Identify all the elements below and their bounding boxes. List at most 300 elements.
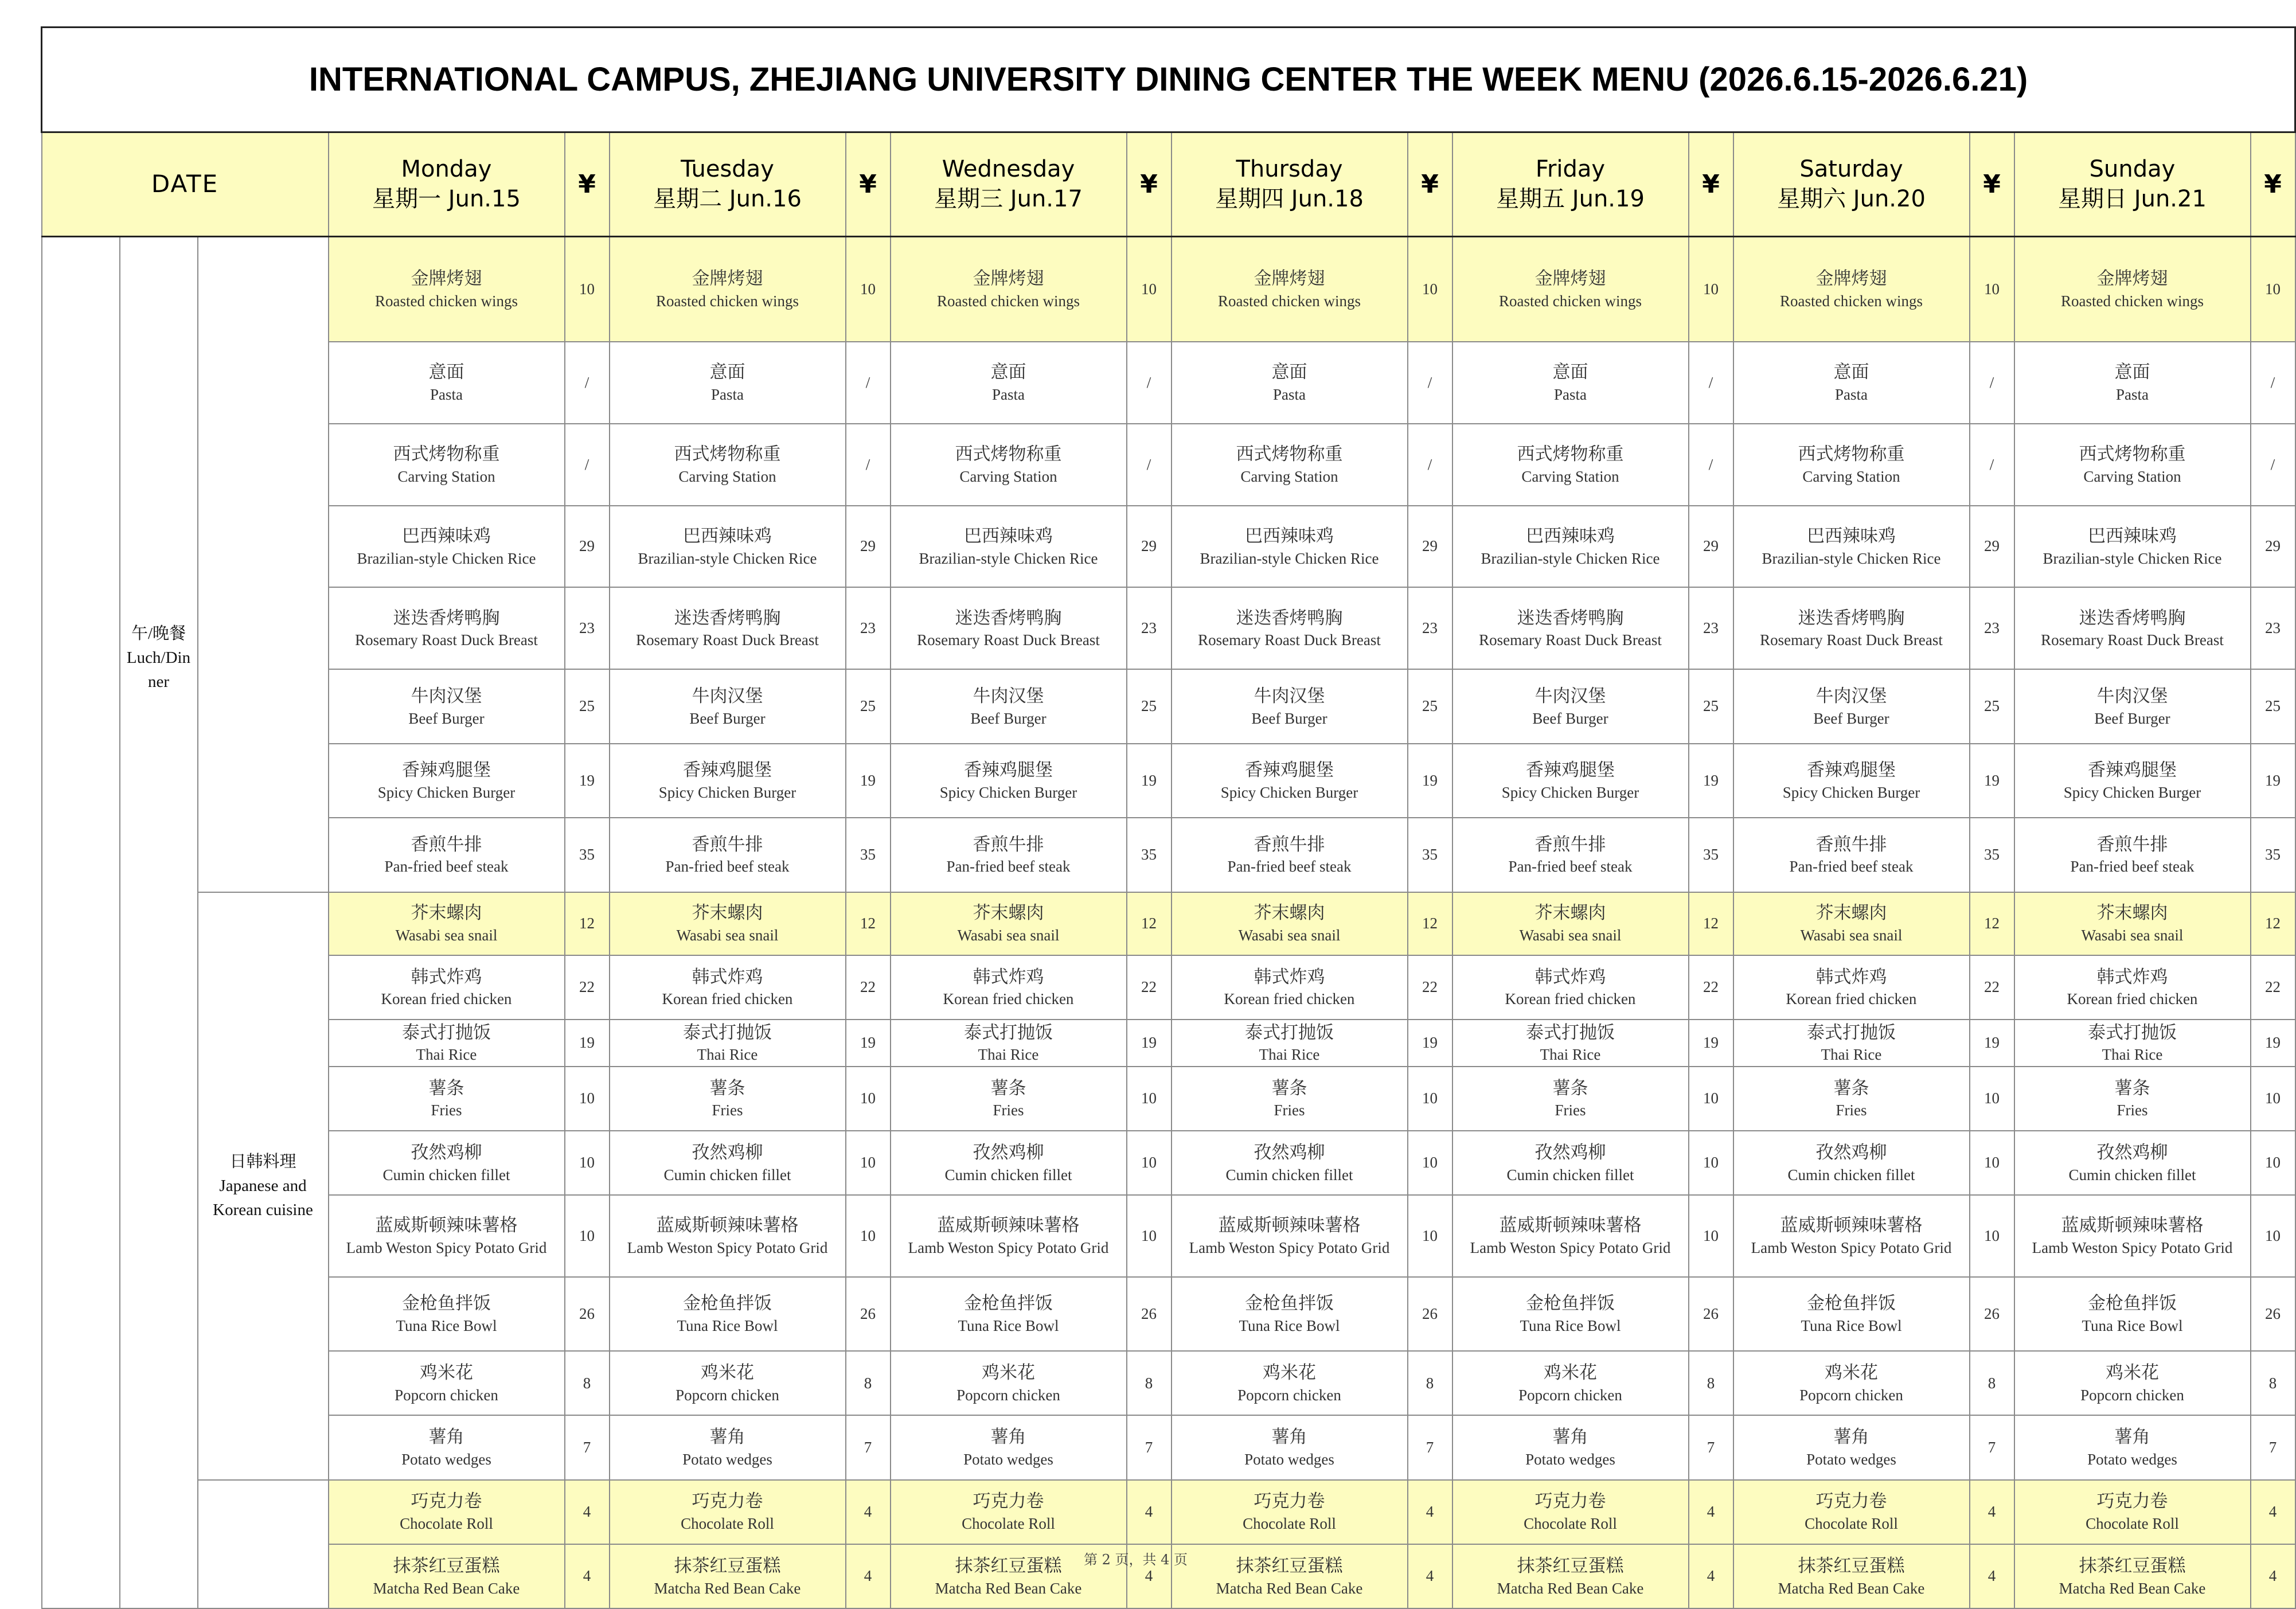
dish-cell: [1733, 342, 1970, 424]
price-cell: 7: [2251, 1415, 2295, 1479]
price-cell: 19: [846, 1020, 891, 1067]
dish-cell: [2014, 424, 2251, 506]
dish-cell: [891, 1351, 1127, 1415]
price-cell: 10: [846, 1131, 891, 1195]
price-cell: 26: [565, 1277, 610, 1351]
dish-cell: [1172, 237, 1408, 342]
price-cell: 19: [1970, 744, 2014, 818]
dish-name-zh: 牛肉汉堡: [1534, 685, 1606, 706]
price-cell: 19: [1689, 1020, 1733, 1067]
table-row: [42, 1277, 2295, 1351]
dish-name-zh: 金枪鱼拌饭: [1807, 1293, 1896, 1314]
table-row: [42, 1480, 2295, 1544]
price-cell: 19: [2251, 744, 2295, 818]
dish-name-en: Fries: [1836, 1102, 1867, 1119]
dish-name-zh: 韩式炸鸡: [1815, 966, 1887, 987]
dish-cell: [329, 1544, 565, 1608]
price-cell: 25: [846, 669, 891, 743]
price-cell: 4: [1970, 1544, 2014, 1608]
table-row: [42, 744, 2295, 818]
header-row: [42, 132, 2295, 237]
dish-cell: [1452, 1131, 1689, 1195]
dish-name-zh: 巴西辣味鸡: [2088, 525, 2177, 546]
price-cell: 4: [1127, 1544, 1172, 1608]
dish-name-en: Tuna Rice Bowl: [1520, 1317, 1621, 1335]
dish-name-en: Pasta: [430, 386, 463, 404]
price-cell: 22: [1970, 955, 2014, 1020]
dish-cell: [2014, 1020, 2251, 1067]
dish-name-en: Pasta: [1554, 386, 1587, 404]
price-cell: 4: [846, 1544, 891, 1608]
dish-name-en: Korean fried chicken: [1505, 990, 1636, 1008]
dish-cell: [329, 1415, 565, 1479]
dish-cell: [1172, 744, 1408, 818]
dish-name-zh: 巴西辣味鸡: [683, 525, 772, 546]
dish-name-zh: 巧克力卷: [411, 1491, 482, 1512]
price-cell: 19: [1127, 744, 1172, 818]
price-cell: 35: [565, 818, 610, 892]
dish-cell: [1733, 818, 1970, 892]
dish-cell: [610, 669, 846, 743]
dish-name-en: Rosemary Roast Duck Breast: [2041, 631, 2224, 649]
price-cell: 10: [1127, 1067, 1172, 1131]
dish-cell: [2014, 1277, 2251, 1351]
table-row: [42, 1067, 2295, 1131]
dish-name-zh: 孜然鸡柳: [692, 1142, 763, 1162]
price-cell: 22: [1127, 955, 1172, 1020]
price-cell: 19: [1127, 1020, 1172, 1067]
price-cell: 10: [1408, 1131, 1452, 1195]
dish-name-en: Beef Burger: [970, 709, 1047, 727]
price-cell: 8: [1408, 1351, 1452, 1415]
price-cell: 35: [1127, 818, 1172, 892]
price-cell: 10: [846, 1067, 891, 1131]
section-label: [198, 892, 329, 1480]
date-header: DATE: [42, 132, 329, 237]
dish-cell: [1172, 1067, 1408, 1131]
price-cell: 12: [1689, 892, 1733, 955]
price-cell: 8: [565, 1351, 610, 1415]
dish-name-zh: 香辣鸡腿堡: [402, 760, 491, 780]
dish-name-en: Chocolate Roll: [962, 1515, 1055, 1533]
dish-name-zh: 金枪鱼拌饭: [402, 1293, 491, 1314]
dish-name-en: Beef Burger: [2094, 709, 2170, 727]
dish-name-zh: 蓝威斯顿辣味薯格: [375, 1215, 518, 1236]
day-name: Thursday: [1236, 156, 1343, 183]
meal-label-line: 午/晚餐: [131, 624, 186, 643]
dish-cell: [1172, 424, 1408, 506]
price-cell: 35: [846, 818, 891, 892]
dish-name-zh: 金牌烤翅: [411, 268, 482, 289]
dish-cell: [329, 424, 565, 506]
day-header-friday: [1452, 132, 1689, 237]
dish-cell: [891, 1415, 1127, 1479]
dish-name-zh: 牛肉汉堡: [1815, 685, 1887, 706]
dish-name-zh: 香煎牛排: [2096, 834, 2168, 854]
dish-name-zh: 蓝威斯顿辣味薯格: [937, 1215, 1080, 1236]
currency-header: ¥: [565, 132, 610, 237]
dish-cell: [329, 342, 565, 424]
price-cell: 10: [1970, 1131, 2014, 1195]
dish-name-zh: 薯角: [428, 1427, 464, 1447]
dish-name-zh: 韩式炸鸡: [2096, 966, 2168, 987]
dish-cell: [1733, 1020, 1970, 1067]
dish-name-zh: 牛肉汉堡: [2096, 685, 2168, 706]
dish-name-zh: 芥末螺肉: [1534, 903, 1606, 923]
dish-name-zh: 巧克力卷: [1534, 1491, 1606, 1512]
table-row: [42, 506, 2295, 588]
table-row: [42, 818, 2295, 892]
dish-cell: [610, 1195, 846, 1277]
dish-name-en: Rosemary Roast Duck Breast: [1479, 631, 1662, 649]
dish-cell: [610, 1131, 846, 1195]
dish-name-zh: 薯角: [990, 1427, 1026, 1447]
dish-cell: [1172, 1544, 1408, 1608]
dish-cell: [1172, 818, 1408, 892]
dish-name-en: Potato wedges: [682, 1451, 772, 1469]
dish-name-en: Thai Rice: [1540, 1046, 1601, 1064]
price-cell: 10: [1970, 237, 2014, 342]
dish-name-en: Tuna Rice Bowl: [1239, 1317, 1340, 1335]
day-date: 星期四 Jun.18: [1215, 186, 1364, 213]
dish-cell: [329, 1131, 565, 1195]
dish-cell: [1733, 237, 1970, 342]
dish-cell: [1172, 1131, 1408, 1195]
dish-name-en: Potato wedges: [2087, 1451, 2177, 1469]
dish-cell: [891, 955, 1127, 1020]
dish-name-en: Carving Station: [1802, 467, 1900, 485]
dish-cell: [610, 587, 846, 669]
price-cell: 10: [2251, 237, 2295, 342]
dish-name-zh: 孜然鸡柳: [1815, 1142, 1887, 1162]
dish-cell: [891, 1020, 1127, 1067]
dish-cell: [1733, 506, 1970, 588]
dish-name-zh: 泰式打抛饭: [683, 1022, 772, 1042]
dish-name-zh: 抹茶红豆蛋糕: [1236, 1555, 1343, 1576]
dish-cell: [2014, 587, 2251, 669]
dish-name-zh: 蓝威斯顿辣味薯格: [656, 1215, 799, 1236]
dish-name-en: Brazilian-style Chicken Rice: [1200, 549, 1379, 567]
price-cell: 10: [1689, 1195, 1733, 1277]
table-row: [42, 237, 2295, 342]
price-cell: 10: [1689, 1067, 1733, 1131]
dish-name-en: Pan-fried beef steak: [1227, 858, 1352, 876]
price-cell: 10: [565, 1067, 610, 1131]
dish-name-en: Lamb Weston Spicy Potato Grid: [627, 1239, 828, 1257]
dish-name-en: Spicy Chicken Burger: [1782, 783, 1920, 801]
dish-cell: [1452, 669, 1689, 743]
dish-cell: [1452, 744, 1689, 818]
dish-cell: [1452, 424, 1689, 506]
table-row: [42, 1195, 2295, 1277]
dish-name-en: Wasabi sea snail: [1800, 927, 1903, 944]
dish-name-zh: 金牌烤翅: [973, 268, 1044, 289]
dish-name-en: Lamb Weston Spicy Potato Grid: [908, 1239, 1109, 1257]
dish-name-en: Korean fried chicken: [943, 990, 1074, 1008]
dish-name-zh: 韩式炸鸡: [692, 966, 763, 987]
dish-cell: [2014, 955, 2251, 1020]
day-date: 星期三 Jun.17: [934, 186, 1083, 213]
dish-name-zh: 金牌烤翅: [692, 268, 763, 289]
dish-name-en: Fries: [431, 1102, 462, 1119]
dish-name-en: Beef Burger: [689, 709, 766, 727]
table-row: [42, 342, 2295, 424]
dish-name-en: Wasabi sea snail: [395, 927, 498, 944]
dish-cell: [610, 818, 846, 892]
dish-name-en: Tuna Rice Bowl: [2082, 1317, 2183, 1335]
dish-name-zh: 芥末螺肉: [2096, 903, 2168, 923]
dish-name-zh: 迷迭香烤鸭胸: [1236, 607, 1343, 628]
dish-name-en: Chocolate Roll: [681, 1515, 774, 1533]
price-cell: 23: [1127, 587, 1172, 669]
price-cell: 29: [846, 506, 891, 588]
dish-name-en: Lamb Weston Spicy Potato Grid: [1751, 1239, 1952, 1257]
dish-name-zh: 巧克力卷: [973, 1491, 1044, 1512]
price-cell: /: [1408, 424, 1452, 506]
dish-cell: [2014, 818, 2251, 892]
dish-cell: [1452, 237, 1689, 342]
dish-cell: [1733, 1480, 1970, 1544]
dish-name-zh: 香辣鸡腿堡: [964, 760, 1053, 780]
dish-cell: [610, 342, 846, 424]
table-row: [42, 1415, 2295, 1479]
dish-name-en: Fries: [1274, 1102, 1305, 1119]
price-cell: 7: [1689, 1415, 1733, 1479]
dish-name-zh: 意面: [2114, 362, 2150, 382]
price-cell: /: [2251, 342, 2295, 424]
price-cell: 10: [2251, 1067, 2295, 1131]
table-row: [42, 892, 2295, 955]
dish-name-zh: 西式烤物称重: [674, 444, 781, 464]
dish-name-en: Spicy Chicken Burger: [658, 783, 796, 801]
dish-name-zh: 巴西辣味鸡: [1526, 525, 1615, 546]
price-cell: 35: [1689, 818, 1733, 892]
price-cell: 4: [1689, 1544, 1733, 1608]
dish-name-zh: 西式烤物称重: [2079, 444, 2186, 464]
dish-name-zh: 薯角: [1552, 1427, 1588, 1447]
dish-name-zh: 薯角: [2114, 1427, 2150, 1447]
price-cell: 4: [1408, 1480, 1452, 1544]
dish-name-zh: 香煎牛排: [1254, 834, 1325, 854]
dish-name-en: Rosemary Roast Duck Breast: [636, 631, 819, 649]
price-cell: 25: [1970, 669, 2014, 743]
dish-name-zh: 薯角: [709, 1427, 745, 1447]
dish-cell: [891, 1277, 1127, 1351]
price-cell: 4: [1970, 1480, 2014, 1544]
dish-cell: [1452, 587, 1689, 669]
dish-name-zh: 香煎牛排: [1534, 834, 1606, 854]
dish-cell: [329, 587, 565, 669]
price-cell: 35: [1408, 818, 1452, 892]
price-cell: 19: [2251, 1020, 2295, 1067]
dish-cell: [1172, 1351, 1408, 1415]
price-cell: 10: [1408, 1195, 1452, 1277]
dish-cell: [891, 342, 1127, 424]
price-cell: 19: [1970, 1020, 2014, 1067]
dish-cell: [329, 1351, 565, 1415]
dish-name-en: Roasted chicken wings: [2061, 292, 2204, 310]
dish-name-en: Pan-fried beef steak: [2070, 858, 2195, 876]
dish-cell: [1172, 587, 1408, 669]
dish-name-zh: 芥末螺肉: [411, 903, 482, 923]
dish-name-en: Brazilian-style Chicken Rice: [1762, 549, 1941, 567]
price-cell: 10: [1689, 237, 1733, 342]
dish-cell: [1452, 1480, 1689, 1544]
day-header-saturday: [1733, 132, 1970, 237]
dish-cell: [1452, 1415, 1689, 1479]
dish-name-zh: 孜然鸡柳: [411, 1142, 482, 1162]
dish-cell: [2014, 1544, 2251, 1608]
price-cell: 25: [565, 669, 610, 743]
dish-cell: [1172, 892, 1408, 955]
dish-name-en: Popcorn chicken: [1799, 1386, 1903, 1404]
price-cell: 10: [1970, 1195, 2014, 1277]
dish-name-zh: 牛肉汉堡: [1254, 685, 1325, 706]
dish-cell: [610, 1020, 846, 1067]
dish-name-en: Lamb Weston Spicy Potato Grid: [346, 1239, 547, 1257]
section-label: [198, 1480, 329, 1608]
dish-name-en: Pan-fried beef steak: [1508, 858, 1633, 876]
dish-name-en: Thai Rice: [1821, 1046, 1882, 1064]
dish-name-en: Spicy Chicken Burger: [377, 783, 516, 801]
dish-name-zh: 薯条: [2114, 1077, 2150, 1098]
dish-name-en: Wasabi sea snail: [1519, 927, 1622, 944]
price-cell: 10: [1127, 237, 1172, 342]
dish-name-zh: 薯条: [990, 1077, 1026, 1098]
dish-cell: [1172, 342, 1408, 424]
dish-name-en: Spicy Chicken Burger: [1220, 783, 1358, 801]
dish-name-zh: 鸡米花: [1544, 1362, 1597, 1383]
meal-label: [120, 237, 198, 1608]
dish-cell: [1452, 1351, 1689, 1415]
dish-name-en: Brazilian-style Chicken Rice: [638, 549, 817, 567]
dish-cell: [1733, 1415, 1970, 1479]
dish-cell: [1172, 1195, 1408, 1277]
dish-name-zh: 迷迭香烤鸭胸: [393, 607, 500, 628]
dish-cell: [329, 892, 565, 955]
dish-cell: [891, 892, 1127, 955]
dish-name-en: Fries: [993, 1102, 1024, 1119]
dish-name-en: Carving Station: [1240, 467, 1338, 485]
price-cell: 26: [1970, 1277, 2014, 1351]
dish-cell: [1733, 1277, 1970, 1351]
price-cell: 4: [1689, 1480, 1733, 1544]
dish-name-en: Pan-fried beef steak: [946, 858, 1071, 876]
day-name: Tuesday: [681, 156, 774, 183]
day-header-thursday: [1172, 132, 1408, 237]
dish-name-zh: 韩式炸鸡: [411, 966, 482, 987]
dish-name-zh: 牛肉汉堡: [411, 685, 482, 706]
dish-name-zh: 蓝威斯顿辣味薯格: [1218, 1215, 1361, 1236]
price-cell: 26: [1689, 1277, 1733, 1351]
dish-name-en: Matcha Red Bean Cake: [935, 1579, 1082, 1597]
dish-name-zh: 鸡米花: [1263, 1362, 1316, 1383]
dish-name-zh: 孜然鸡柳: [973, 1142, 1044, 1162]
price-cell: 35: [2251, 818, 2295, 892]
dish-name-en: Pasta: [992, 386, 1025, 404]
dish-name-en: Cumin chicken fillet: [1506, 1166, 1634, 1184]
dish-cell: [2014, 744, 2251, 818]
dish-name-en: Lamb Weston Spicy Potato Grid: [1470, 1239, 1671, 1257]
price-cell: 29: [1970, 506, 2014, 588]
dish-name-en: Potato wedges: [401, 1451, 491, 1469]
dish-name-en: Beef Burger: [1532, 709, 1608, 727]
dish-name-zh: 迷迭香烤鸭胸: [674, 607, 781, 628]
dish-name-en: Cumin chicken fillet: [382, 1166, 510, 1184]
dish-name-zh: 金牌烤翅: [1534, 268, 1606, 289]
day-header-sunday: [2014, 132, 2251, 237]
price-cell: 7: [1127, 1415, 1172, 1479]
dish-name-zh: 金牌烤翅: [1815, 268, 1887, 289]
price-cell: 23: [1408, 587, 1452, 669]
dish-name-zh: 芥末螺肉: [973, 903, 1044, 923]
price-cell: 8: [1689, 1351, 1733, 1415]
dish-name-zh: 泰式打抛饭: [1807, 1022, 1896, 1042]
dish-name-en: Pan-fried beef steak: [665, 858, 790, 876]
price-cell: 12: [1970, 892, 2014, 955]
dish-name-zh: 韩式炸鸡: [973, 966, 1044, 987]
table-row: [42, 955, 2295, 1020]
section-label: [198, 237, 329, 892]
outer-label-cell: [42, 237, 120, 1608]
price-cell: 10: [2251, 1131, 2295, 1195]
price-cell: 8: [1127, 1351, 1172, 1415]
price-cell: 23: [565, 587, 610, 669]
price-cell: /: [565, 424, 610, 506]
dish-name-en: Fries: [1555, 1102, 1586, 1119]
dish-name-en: Wasabi sea snail: [2081, 927, 2184, 944]
price-cell: 19: [565, 744, 610, 818]
dish-name-zh: 抹茶红豆蛋糕: [955, 1555, 1062, 1576]
dish-cell: [1172, 1480, 1408, 1544]
price-cell: 4: [846, 1480, 891, 1544]
dish-cell: [1733, 1195, 1970, 1277]
day-name: Friday: [1535, 156, 1606, 183]
table-row: [42, 424, 2295, 506]
dish-cell: [1733, 1067, 1970, 1131]
currency-header: ¥: [1127, 132, 1172, 237]
dish-cell: [1172, 1415, 1408, 1479]
dish-name-en: Thai Rice: [1259, 1046, 1320, 1064]
dish-name-zh: 芥末螺肉: [692, 903, 763, 923]
dish-name-en: Roasted chicken wings: [937, 292, 1080, 310]
dish-name-en: Spicy Chicken Burger: [2063, 783, 2201, 801]
dish-name-en: Pasta: [1273, 386, 1306, 404]
dish-name-en: Matcha Red Bean Cake: [1216, 1579, 1363, 1597]
dish-name-en: Carving Station: [959, 467, 1057, 485]
dish-name-en: Popcorn chicken: [2080, 1386, 2184, 1404]
dish-name-zh: 巴西辣味鸡: [1245, 525, 1334, 546]
dish-name-en: Potato wedges: [1244, 1451, 1334, 1469]
price-cell: 4: [1127, 1480, 1172, 1544]
price-cell: 4: [565, 1480, 610, 1544]
dish-cell: [1733, 1131, 1970, 1195]
dish-name-zh: 巴西辣味鸡: [964, 525, 1053, 546]
price-cell: /: [1127, 342, 1172, 424]
dish-name-en: Korean fried chicken: [2067, 990, 2198, 1008]
dish-name-en: Spicy Chicken Burger: [939, 783, 1077, 801]
dish-name-en: Chocolate Roll: [400, 1515, 493, 1533]
price-cell: /: [1689, 424, 1733, 506]
dish-name-en: Popcorn chicken: [395, 1386, 498, 1404]
dish-name-zh: 孜然鸡柳: [1254, 1142, 1325, 1162]
price-cell: 25: [1408, 669, 1452, 743]
price-cell: 7: [1408, 1415, 1452, 1479]
price-cell: 8: [2251, 1351, 2295, 1415]
dish-name-zh: 薯条: [709, 1077, 745, 1098]
dish-name-en: Roasted chicken wings: [1499, 292, 1642, 310]
dish-cell: [329, 744, 565, 818]
